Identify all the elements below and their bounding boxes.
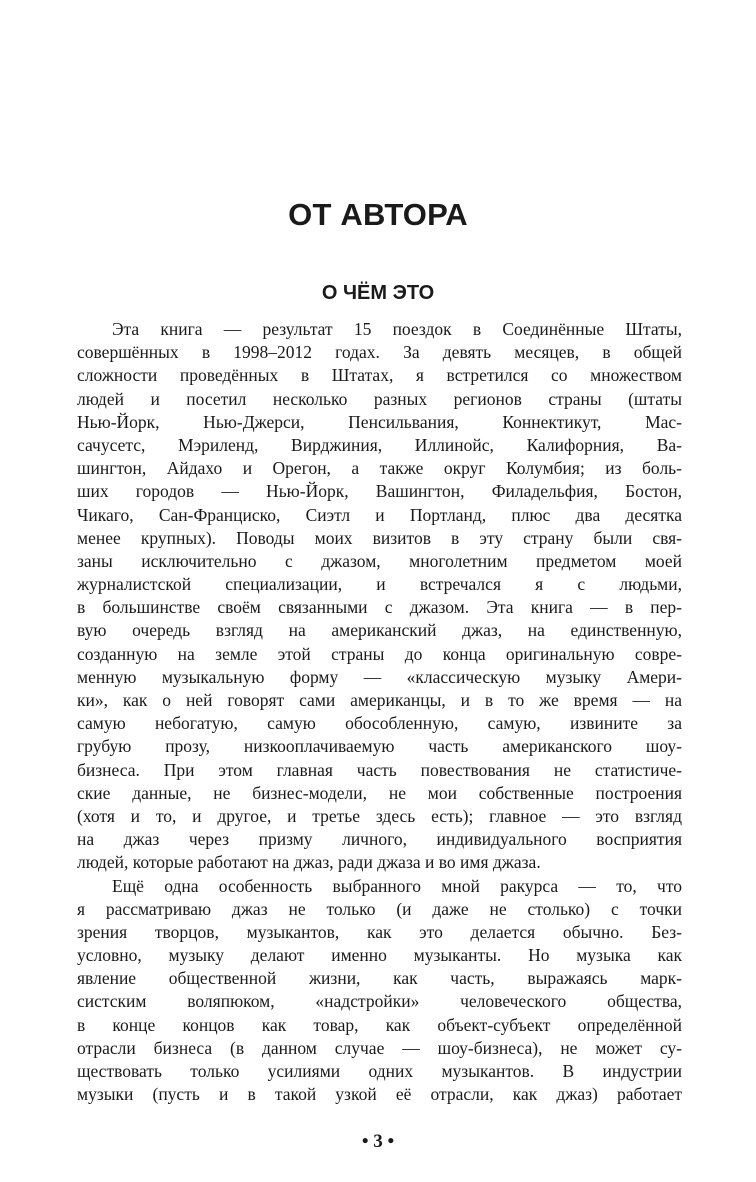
text-line: созданную на земле этой страны до конца оригинальную совре- — [77, 643, 682, 664]
text-line: ших городов — Нью-Йорк, Вашингтон, Филадельфия, Бостон, — [77, 481, 682, 502]
text-line: условно, музыку делают именно музыканты. Но музыка как — [77, 945, 682, 966]
text-line: ские данные, не бизнес-модели, не мои собственные построения — [77, 782, 682, 803]
text-line: грубую прозу, низкооплачиваемую часть американского шоу- — [77, 736, 682, 757]
text-line: на джаз через призму личного, индивидуального восприятия — [77, 829, 682, 850]
text-line: менее крупных). Поводы моих визитов в эту страну были свя- — [77, 527, 682, 548]
page-number: • 3 • — [361, 1131, 395, 1152]
text-line: Ещё одна особенность выбранного мной ракурса — то, что — [112, 875, 682, 896]
text-line: я рассматриваю джаз не только (и даже не столько) с точки — [77, 898, 682, 919]
text-line: музыки (пусть и в такой узкой её отрасли, как джаз) работает — [77, 1084, 682, 1105]
text-line: людей, которые работают на джаз, ради джаза и во имя джаза. — [77, 852, 541, 873]
text-line: шингтон, Айдахо и Орегон, а также округ Колумбия; из боль- — [77, 458, 682, 479]
text-line: сачусетс, Мэриленд, Вирджиния, Иллинойс, Калифорния, Ва- — [77, 434, 682, 455]
text-line: явление общественной жизни, как часть, выражаясь марк- — [77, 968, 682, 989]
text-line: самую небогатую, самую обособленную, самую, извините за — [77, 713, 682, 734]
text-line: ществовать только усилиями одних музыкантов. В индустрии — [77, 1061, 682, 1081]
text-line: вую очередь взгляд на американский джаз, на единственную, — [77, 620, 682, 641]
text-line: менную музыкальную форму — «классическую музыку Амери- — [77, 666, 682, 687]
text-line: заны исключительно с джазом, многолетним предметом моей — [77, 550, 682, 571]
text-line: в большинстве своём связанными с джазом. Эта книга — в пер- — [77, 597, 682, 618]
text-line: в конце концов как товар, как объект-субъект определённой — [77, 1014, 682, 1035]
paragraph-1 — [77, 318, 682, 875]
text-line: журналистской специализации, и встречался я с людьми, — [77, 574, 682, 595]
paragraph-2 — [77, 875, 682, 1107]
text-line: совершённых в 1998–2012 годах. За девять месяцев, в общей — [77, 342, 682, 363]
chapter-title: ОТ АВТОРА — [288, 197, 468, 232]
text-line: людей и посетил несколько разных регионов страны (штаты — [77, 388, 682, 409]
section-title: О ЧЁМ ЭТО — [321, 282, 435, 304]
text-line: (хотя и то, и другое, и третье здесь есть); главное — это взгляд — [77, 805, 682, 826]
text-line: отрасли бизнеса (в данном случае — шоу-бизнеса), не может су- — [77, 1037, 682, 1058]
text-line: Эта книга — результат 15 поездок в Соединённые Штаты, — [112, 319, 682, 339]
text-line: зрения творцов, музыкантов, как это делается обычно. Без- — [77, 921, 682, 942]
text-line: сложности проведённых в Штатах, я встретился со множеством — [77, 365, 682, 386]
text-line: ки», как о ней говорят сами американцы, и в то же время — на — [77, 690, 682, 710]
text-line: систским воляпюком, «надстройки» человеческого общества, — [77, 991, 682, 1012]
text-line: Чикаго, Сан-Франциско, Сиэтл и Портланд, плюс два десятка — [77, 504, 682, 525]
text-line: бизнеса. При этом главная часть повествования не статистиче- — [77, 759, 682, 780]
text-line: Нью-Йорк, Нью-Джерси, Пенсильвания, Коннектикут, Мас- — [77, 411, 682, 432]
body-text — [77, 318, 682, 1106]
